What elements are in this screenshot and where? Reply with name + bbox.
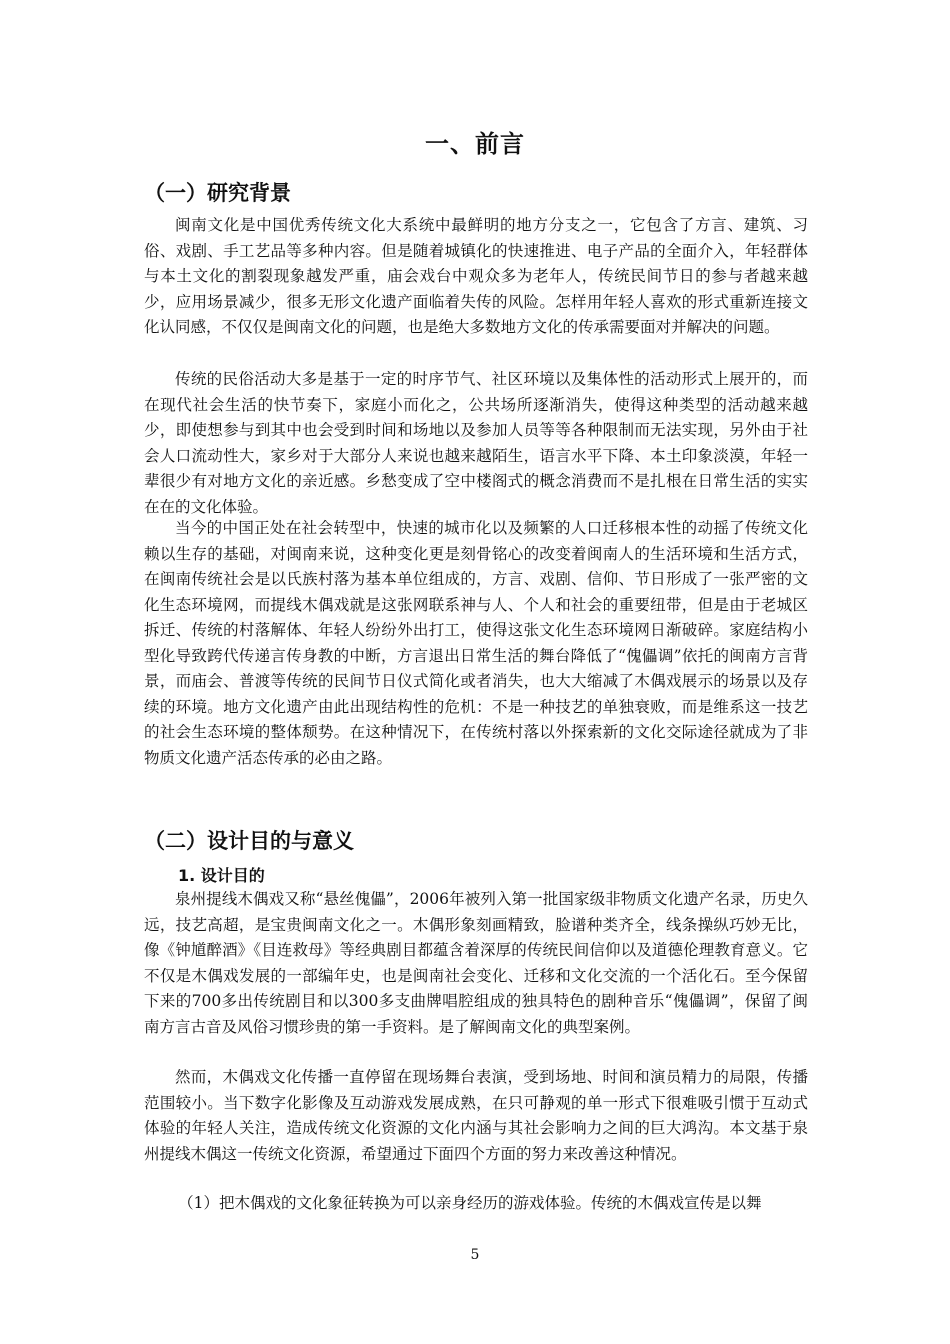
paragraph: 传统的民俗活动大多是基于一定的时序节气、社区环境以及集体性的活动形式上展开的，而在现代社会生活的快节奏下，家庭小而化之，公共场所逐渐消失，使得这种类型的活动越来越少，即使想参与到其中也会受到时间和场地以及参加人员等等各种限制而无法实现，另外由于社会人口流动性大，家乡对于大部分人来说也越来越陌生，语言水平下降、本土印象淡漠，年轻一辈很少有对地方文化的亲近感。乡愁变成了空中楼阁式的概念消费而不是扎根在日常生活的实实在在的文化体验。 [144,370,808,516]
section-heading-research-background: （一）研究背景 [144,181,291,205]
paragraph: 当今的中国正处在社会转型中，快速的城市化以及频繁的人口迁移根本性的动摇了传统文化赖以生存的基础，对闽南来说，这种变化更是刻骨铭心的改变着闽南人的生活环境和生活方式，在闽南传统社会是以氏族村落为基本单位组成的，方言、戏剧、信仰、节日形成了一张严密的文化生态环境网，而提线木偶戏就是这张网联系神与人、个人和社会的重要纽带，但是由于老城区拆迁、传统的村落解体、年轻人纷纷外出打工，使得这张文化生态环境网日渐破碎。家庭结构小型化导致跨代传递言传身教的中断，方言退出日常生活的舞台降低了“傀儡调”依托的闽南方言背景，而庙会、普渡等传统的民间节日仪式简化或者消失，也大大缩减了木偶戏展示的场景以及存续的环境。地方文化遗产由此出现结构性的危机：不是一种技艺的单独衰败，而是维系这一技艺的社会生态环境的整体颓势。在这种情况下，在传统村落以外探索新的文化交际途径就成为了非物质文化遗产活态传承的必由之路。 [144,519,808,767]
page-number: 5 [470,1247,480,1263]
paragraph: 泉州提线木偶戏又称“悬丝傀儡”，2006年被列入第一批国家级非物质文化遗产名录，历史久远，技艺高超，是宝贵闽南文化之一。木偶形象刻画精致，脸谱种类齐全，线条操纵巧妙无比，像《钟馗醉酒》《目连救母》等经典剧目都蕴含着深厚的传统民间信仰以及道德伦理教育意义。它不仅是木偶戏发展的一部编年史，也是闽南社会变化、迁移和文化交流的一个活化石。至今保留下来的700多出传统剧目和以300多支曲牌唱腔组成的独具特色的剧种音乐“傀儡调”，保留了闽南方言古音及风俗习惯珍贵的第一手资料。是了解闽南文化的典型案例。 [144,890,808,1036]
section-heading-design-purpose: （二）设计目的与意义 [144,829,354,853]
list-paragraph: （1）把木偶戏的文化象征转换为可以亲身经历的游戏体验。传统的木偶戏宣传是以舞 [178,1194,762,1212]
paragraph: 然而，木偶戏文化传播一直停留在现场舞台表演，受到场地、时间和演员精力的局限，传播范围较小。当下数字化影像及互动游戏发展成熟，在只可静观的单一形式下很难吸引惯于互动式体验的年轻人关注，造成传统文化资源的文化内涵与其社会影响力之间的巨大鸿沟。本文基于泉州提线木偶这一传统文化资源，希望通过下面四个方面的努力来改善这种情况。 [144,1068,808,1163]
chapter-title: 一、前言 [425,130,525,158]
subsection-heading-design-purpose: 1. 设计目的 [178,866,265,885]
paragraph: 闽南文化是中国优秀传统文化大系统中最鲜明的地方分支之一，它包含了方言、建筑、习俗、戏剧、手工艺品等多种内容。但是随着城镇化的快速推进、电子产品的全面介入，年轻群体与本土文化的割裂现象越发严重，庙会戏台中观众多为老年人，传统民间节日的参与者越来越少，应用场景减少，很多无形文化遗产面临着失传的风险。怎样用年轻人喜欢的形式重新连接文化认同感，不仅仅是闽南文化的问题，也是绝大多数地方文化的传承需要面对并解决的问题。 [144,216,808,336]
